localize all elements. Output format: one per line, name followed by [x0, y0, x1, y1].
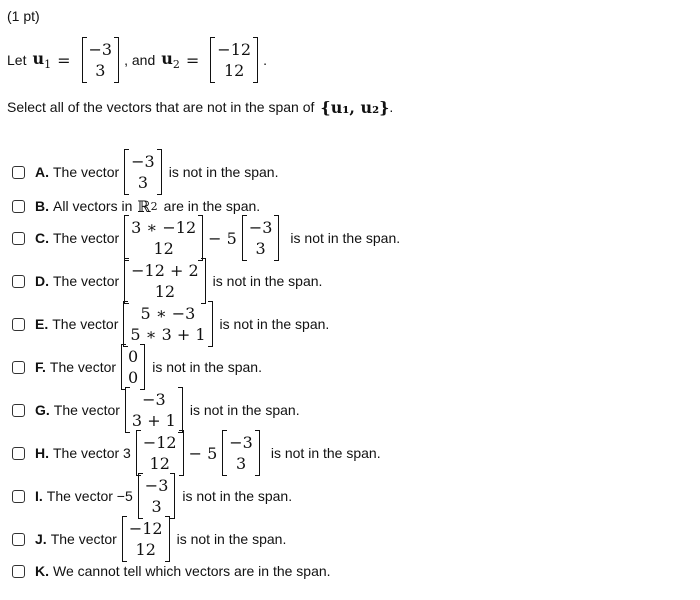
option-f-checkbox[interactable] [12, 361, 25, 374]
option-i[interactable] [0, 474, 292, 518]
option-e-checkbox[interactable] [12, 318, 25, 331]
option-letter: B. [35, 198, 49, 214]
option-pre: The vector [53, 273, 120, 289]
vector-entry: 12 [154, 282, 176, 301]
option-post: are in the span. [163, 198, 261, 214]
option-text: We cannot tell which vectors are in the span. [53, 563, 331, 579]
option-post: is not in the span. [290, 230, 401, 246]
option-post: is not in the span. [176, 531, 287, 547]
let-label: Let [7, 52, 27, 68]
vector-entry: −3 [144, 476, 169, 495]
option-d-checkbox[interactable] [12, 275, 25, 288]
option-j-checkbox[interactable] [12, 533, 25, 546]
option-g[interactable] [0, 388, 300, 432]
option-j[interactable] [0, 517, 286, 561]
u1-symbol: $u_1$ [32, 48, 52, 72]
option-pre: The vector 3 [53, 445, 131, 461]
option-pre: The vector [49, 359, 117, 375]
u2-vector [210, 37, 258, 83]
option-i-checkbox[interactable] [12, 490, 25, 503]
option-a-vector [124, 149, 162, 195]
vector-entry: −3 [229, 433, 253, 452]
vector-entry: 3 [151, 497, 162, 516]
option-pre: The vector −5 [46, 488, 133, 504]
vector-entry: 3 ∗ −12 [131, 218, 197, 237]
option-letter: I. [35, 488, 43, 504]
option-f[interactable] [0, 345, 262, 389]
vector-entry: 3 + 1 [131, 411, 176, 430]
vector-entry: −12 [128, 519, 163, 538]
span-set: {u₁, u₂} [320, 97, 390, 117]
option-text: All vectors in [53, 198, 133, 214]
option-k[interactable] [0, 561, 331, 581]
real-numbers-symbol: ℝ [137, 196, 151, 216]
option-b[interactable] [0, 196, 260, 216]
option-h-vector-1 [136, 430, 184, 476]
u2-symbol: $u_2$ [161, 48, 180, 72]
question [7, 96, 393, 118]
option-letter: G. [35, 402, 50, 418]
option-i-vector [138, 473, 176, 519]
question-period: . [389, 99, 394, 115]
vector-entry: 5 ∗ 3 + 1 [130, 325, 206, 344]
vector-entry: 3 [235, 454, 247, 473]
vector-entry: 5 ∗ −3 [140, 304, 196, 323]
option-b-checkbox[interactable] [12, 200, 25, 213]
period: . [263, 52, 267, 68]
option-post: is not in the span. [212, 273, 323, 289]
option-e-vector [123, 301, 212, 347]
option-letter: D. [35, 273, 49, 289]
option-pre: The vector [53, 230, 120, 246]
equals-sign: = [57, 50, 71, 70]
option-c[interactable] [0, 216, 400, 260]
option-letter: F. [35, 359, 46, 375]
option-pre: The vector [53, 402, 120, 418]
option-pre: The vector [50, 531, 117, 547]
option-k-checkbox[interactable] [12, 565, 25, 578]
vector-entry: 12 [135, 540, 156, 559]
equals-sign: = [185, 50, 200, 70]
option-d-vector [124, 258, 206, 304]
vector-entry: −3 [248, 218, 273, 237]
option-post: is not in the span. [168, 164, 279, 180]
option-e[interactable] [0, 302, 329, 346]
given-vectors [7, 38, 267, 82]
option-pre: The vector [53, 164, 120, 180]
option-a[interactable] [0, 150, 278, 194]
option-letter: A. [35, 164, 49, 180]
vector-entry: −12 + 2 [131, 261, 199, 280]
option-mid: − 5 [188, 443, 218, 463]
option-letter: E. [35, 316, 49, 332]
vector-entry: 3 [137, 173, 149, 192]
option-a-checkbox[interactable] [12, 166, 25, 179]
vector-entry: −3 [142, 390, 166, 409]
u1-entry-1: −3 [88, 40, 113, 59]
option-g-vector [125, 387, 183, 433]
option-h[interactable] [0, 431, 381, 475]
option-letter: K. [35, 563, 49, 579]
option-c-checkbox[interactable] [12, 232, 25, 245]
option-f-vector [121, 344, 145, 390]
option-h-vector-2 [222, 430, 260, 476]
vector-entry: −3 [131, 152, 155, 171]
option-j-vector [122, 516, 170, 562]
option-g-checkbox[interactable] [12, 404, 25, 417]
vector-entry: 0 [128, 368, 139, 387]
vector-entry: 0 [128, 347, 139, 366]
option-mid: − 5 [208, 228, 237, 248]
option-post: is not in the span. [270, 445, 381, 461]
option-letter: J. [35, 531, 47, 547]
exponent: 2 [150, 199, 158, 213]
option-post: is not in the span. [152, 359, 262, 375]
option-c-vector-1 [124, 215, 203, 261]
vector-entry: 12 [153, 239, 174, 258]
u1-vector [82, 37, 120, 83]
option-post: is not in the span. [189, 402, 300, 418]
points-label: (1 pt) [7, 8, 40, 24]
option-h-checkbox[interactable] [12, 447, 25, 460]
vector-entry: 3 [255, 239, 266, 258]
and-label: , and [124, 52, 156, 68]
option-d[interactable] [0, 259, 322, 303]
option-post: is not in the span. [182, 488, 293, 504]
vector-entry: 12 [149, 454, 170, 473]
option-letter: C. [35, 230, 49, 246]
u2-entry-1: −12 [217, 40, 252, 59]
option-letter: H. [35, 445, 49, 461]
u1-entry-2: 3 [95, 61, 106, 80]
option-pre: The vector [52, 316, 119, 332]
option-post: is not in the span. [219, 316, 330, 332]
vector-entry: −12 [142, 433, 177, 452]
option-c-vector-2 [242, 215, 280, 261]
u2-entry-2: 12 [224, 61, 245, 80]
question-text: Select all of the vectors that are not in the span of [7, 99, 315, 115]
